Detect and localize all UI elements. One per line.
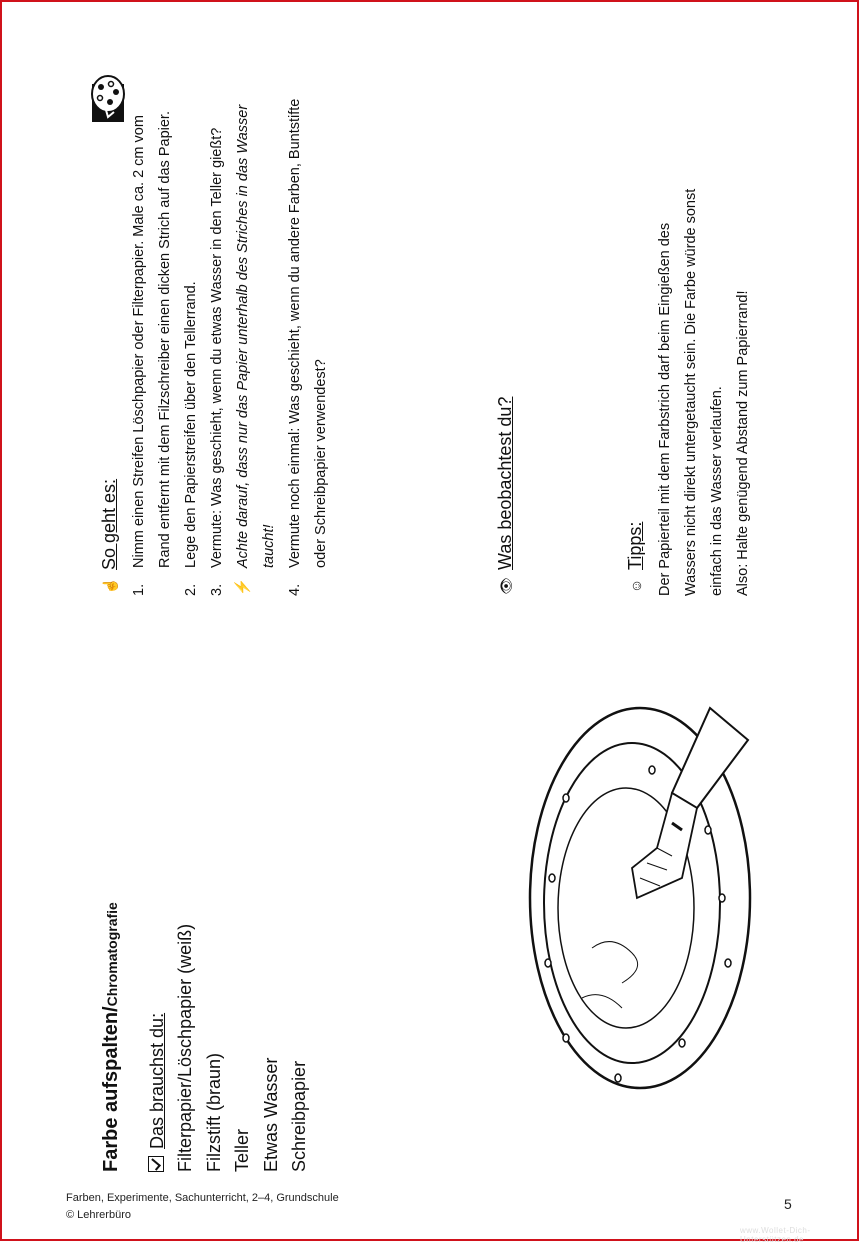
material-item: Filterpapier/Löschpapier (weiß) <box>175 923 195 1172</box>
tips-line: Also: Halte genügend Abstand zum Papierrand! <box>735 290 751 596</box>
eye-icon: 👁 <box>498 577 514 595</box>
instructions-section <box>95 76 334 596</box>
page-number: 5 <box>784 1196 792 1212</box>
step-item: 1. Nimm einen Streifen Löschpapier oder Filterpapier. Male ca. 2 cm vom Rand entfernt mit dem Filzschreiber einen dicken Strich auf das Papier. <box>131 111 173 596</box>
watermark: www.Wollet-Dich-Unterstützen.de <box>740 1226 811 1244</box>
hand-icon: ☝ <box>102 577 118 595</box>
tips-line: Der Papierteil mit dem Farbstrich darf beim Eingießen des <box>657 222 673 596</box>
tips-line: einfach in das Wasser verlaufen. <box>709 386 725 596</box>
material-item: Schreibpapier <box>289 1060 309 1172</box>
lightning-icon: ⚡ <box>235 577 251 596</box>
step-item: 3. Vermute: Was geschieht, wenn du etwas Wasser in den Teller gießt? <box>209 127 225 596</box>
material-item: Teller <box>232 1128 252 1172</box>
smiley-icon: ☺ <box>628 578 644 594</box>
tips-section <box>621 76 756 596</box>
instructions-heading: ☝So geht es: <box>95 76 124 596</box>
footer-copyright: © Lehrerbüro <box>66 1209 131 1221</box>
warning-item: ⚡ Achte darauf, dass nur das Papier unterhalb des Striches in das Wasser taucht! <box>230 76 282 596</box>
observation-section <box>491 296 522 596</box>
material-item: Filzstift (braun) <box>203 1052 224 1172</box>
observation-heading: 👁Was beobachtest du? <box>491 296 520 596</box>
bowl-illustration <box>522 698 762 1098</box>
material-item: Etwas Wasser <box>260 1057 281 1172</box>
step-item: 4. Vermute noch einmal: Was geschieht, wenn du andere Farben, Buntstifte oder Schreibpapier verwendest? <box>287 98 329 596</box>
page-title: Farbe aufspalten/Chromatografie <box>100 902 122 1172</box>
materials-column <box>96 812 314 1172</box>
step-item: 2. Lege den Papierstreifen über den Tellerrand. <box>183 281 199 596</box>
footer <box>66 1190 339 1224</box>
checkbox-icon <box>148 1156 164 1172</box>
palette-icon <box>88 72 128 124</box>
tips-line: Wassers nicht direkt untergetaucht sein. Die Farbe würde sonst <box>683 188 699 596</box>
footer-source: Farben, Experimente, Sachunterricht, 2–4, Grundschule <box>66 1192 339 1204</box>
materials-heading: Das brauchst du: <box>143 812 171 1172</box>
tips-heading: ☺Tipps: <box>621 76 650 596</box>
